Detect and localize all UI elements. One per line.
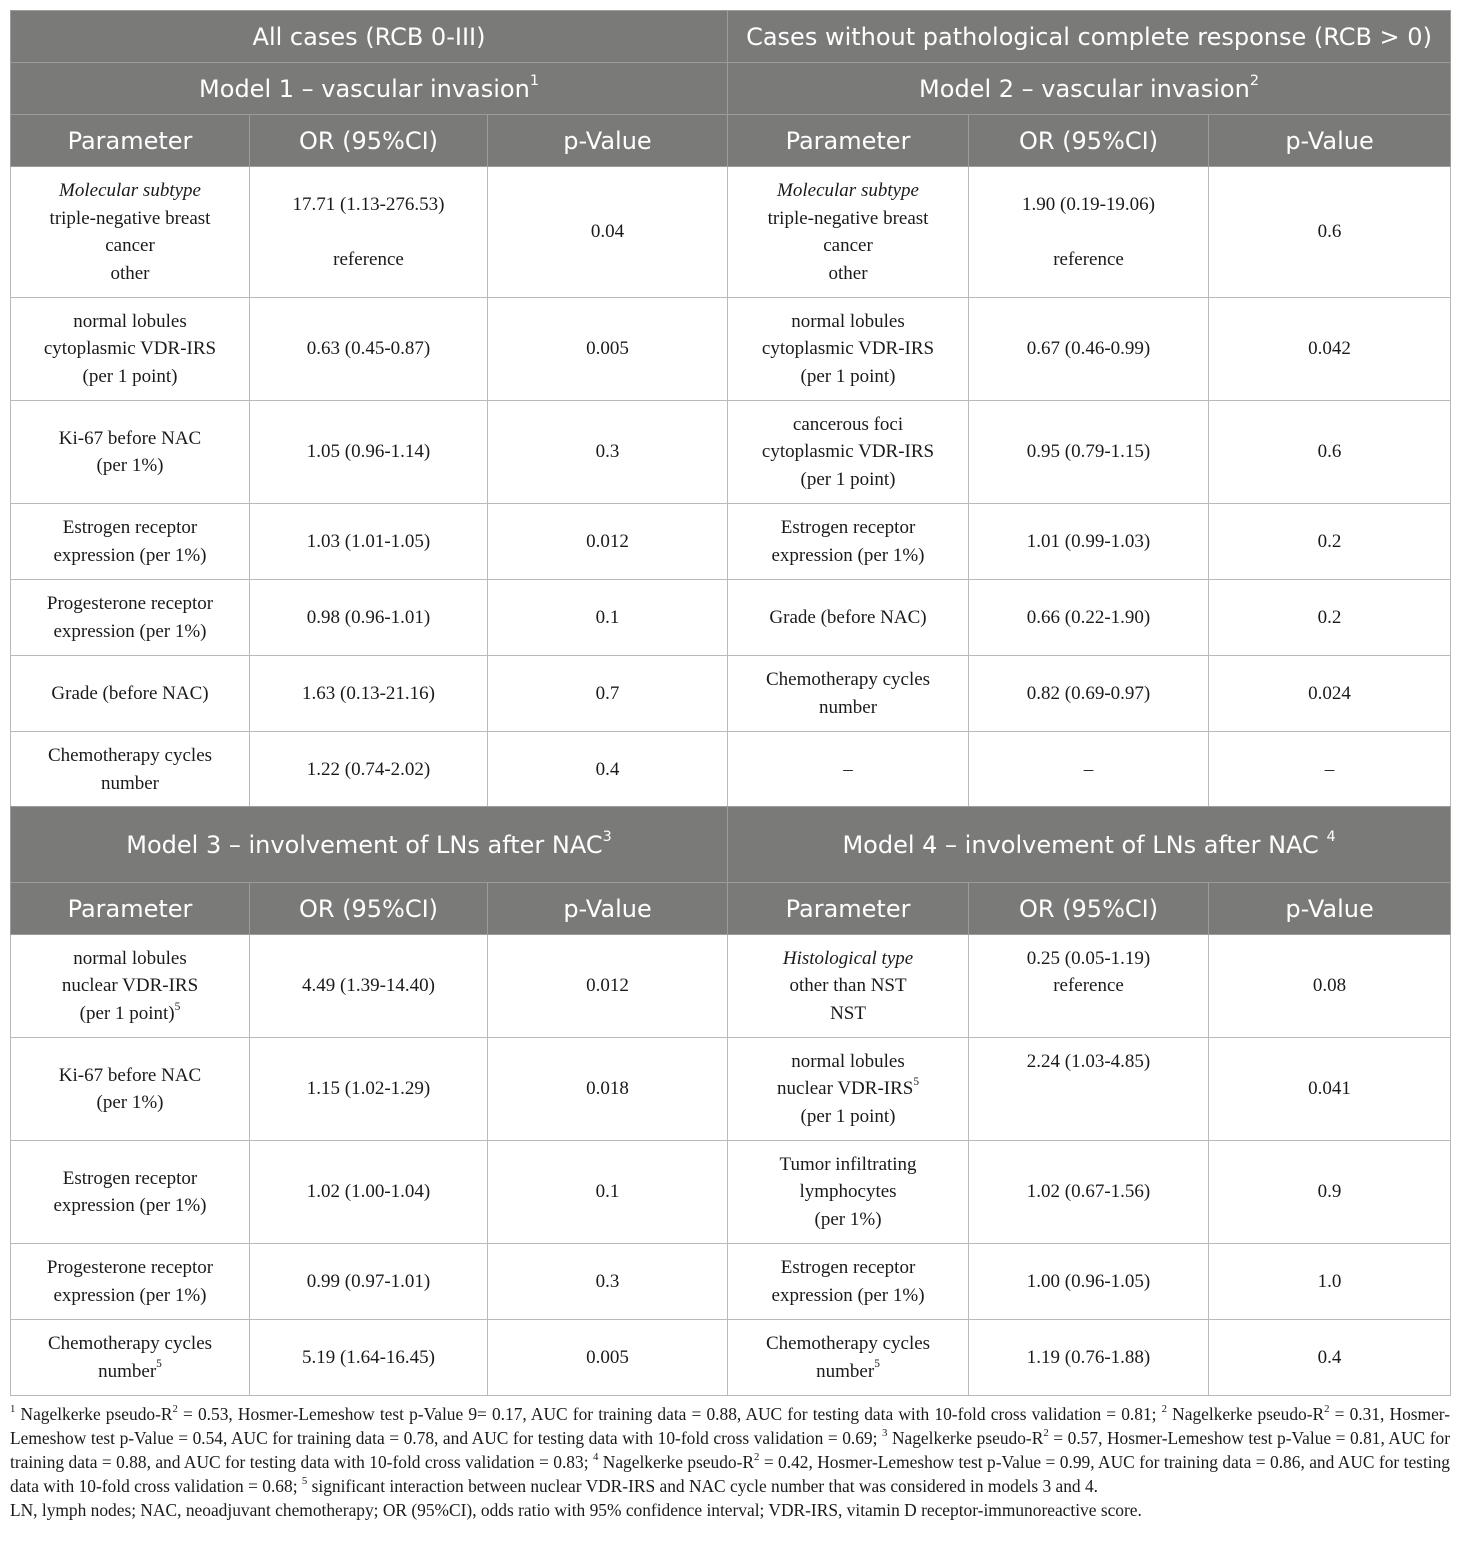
p-value-cell: 0.042 bbox=[1209, 298, 1451, 401]
table-row bbox=[11, 1244, 1451, 1320]
p-value-cell: 0.018 bbox=[488, 1038, 728, 1141]
parameter-cell: Chemotherapy cycles number$^5$ bbox=[11, 1320, 250, 1396]
or-cell: 1.02 (0.67-1.56) bbox=[969, 1141, 1209, 1244]
p-value-cell: 0.012 bbox=[488, 504, 728, 580]
or-cell: 1.05 (0.96-1.14) bbox=[250, 401, 488, 504]
model-2-title: Model 2 – vascular invasion$^2$ bbox=[728, 63, 1451, 115]
parameter-cell: cancerous foci cytoplasmic VDR-IRS (per 1 point) bbox=[728, 401, 969, 504]
or-cell: 0.63 (0.45-0.87) bbox=[250, 298, 488, 401]
model-3-title: Model 3 – involvement of LNs after NAC$^3$ bbox=[11, 807, 728, 883]
p-value-cell: 0.005 bbox=[488, 298, 728, 401]
p-value-cell: – bbox=[1209, 732, 1451, 808]
or-cell: – bbox=[969, 732, 1209, 808]
parameter-cell: Progesterone receptor expression (per 1%) bbox=[11, 1244, 250, 1320]
parameter-cell: Chemotherapy cycles number$^5$ bbox=[728, 1320, 969, 1396]
model-title-row bbox=[11, 63, 1451, 115]
table-row bbox=[11, 1141, 1451, 1244]
column-header-or: OR (95%CI) bbox=[969, 115, 1209, 167]
p-value-cell: 0.012 bbox=[488, 935, 728, 1038]
column-header-parameter: Parameter bbox=[11, 115, 250, 167]
p-value-cell: 0.2 bbox=[1209, 504, 1451, 580]
parameter-cell: normal lobules nuclear VDR-IRS (per 1 point)$^5$ bbox=[11, 935, 250, 1038]
column-header-p-value: p-Value bbox=[488, 883, 728, 935]
or-cell: 17.71 (1.13-276.53) reference bbox=[250, 167, 488, 298]
or-cell: 0.99 (0.97-1.01) bbox=[250, 1244, 488, 1320]
or-cell: 2.24 (1.03-4.85) bbox=[969, 1038, 1209, 1141]
table-row bbox=[11, 167, 1451, 298]
column-header-or: OR (95%CI) bbox=[250, 883, 488, 935]
group-header-all-cases: All cases (RCB 0-III) bbox=[11, 11, 728, 63]
parameter-cell: normal lobules cytoplasmic VDR-IRS (per 1 point) bbox=[11, 298, 250, 401]
parameter-cell: Histological type other than NST NST bbox=[728, 935, 969, 1038]
parameter-cell: Molecular subtype triple-negative breast cancer other bbox=[728, 167, 969, 298]
parameter-cell: normal lobules cytoplasmic VDR-IRS (per 1 point) bbox=[728, 298, 969, 401]
regression-table-bottom bbox=[10, 806, 1451, 1396]
parameter-cell: Grade (before NAC) bbox=[11, 656, 250, 732]
model-title-row bbox=[11, 807, 1451, 883]
table-row bbox=[11, 1038, 1451, 1141]
or-cell: 0.98 (0.96-1.01) bbox=[250, 580, 488, 656]
or-cell: 0.95 (0.79-1.15) bbox=[969, 401, 1209, 504]
column-header-row bbox=[11, 115, 1451, 167]
parameter-cell: Estrogen receptor expression (per 1%) bbox=[11, 1141, 250, 1244]
or-cell: 0.82 (0.69-0.97) bbox=[969, 656, 1209, 732]
parameter-cell: Ki-67 before NAC (per 1%) bbox=[11, 1038, 250, 1141]
or-cell: 0.67 (0.46-0.99) bbox=[969, 298, 1209, 401]
table-footnotes bbox=[10, 1402, 1450, 1522]
or-cell: 1.19 (0.76-1.88) bbox=[969, 1320, 1209, 1396]
column-header-parameter: Parameter bbox=[728, 115, 969, 167]
table-row bbox=[11, 298, 1451, 401]
parameter-cell: – bbox=[728, 732, 969, 808]
table-row bbox=[11, 401, 1451, 504]
table-row bbox=[11, 504, 1451, 580]
p-value-cell: 0.6 bbox=[1209, 167, 1451, 298]
group-header-row bbox=[11, 11, 1451, 63]
p-value-cell: 0.6 bbox=[1209, 401, 1451, 504]
column-header-parameter: Parameter bbox=[11, 883, 250, 935]
p-value-cell: 1.0 bbox=[1209, 1244, 1451, 1320]
parameter-cell: Chemotherapy cycles number bbox=[11, 732, 250, 808]
parameter-cell: normal lobules nuclear VDR-IRS$^5$ (per 1 point) bbox=[728, 1038, 969, 1141]
or-cell: 0.66 (0.22-1.90) bbox=[969, 580, 1209, 656]
or-cell: 1.01 (0.99-1.03) bbox=[969, 504, 1209, 580]
parameter-cell: Tumor infiltrating lymphocytes (per 1%) bbox=[728, 1141, 969, 1244]
p-value-cell: 0.2 bbox=[1209, 580, 1451, 656]
parameter-cell: Molecular subtype triple-negative breast cancer other bbox=[11, 167, 250, 298]
abbreviations-note: LN, lymph nodes; NAC, neoadjuvant chemotherapy; OR (95%CI), odds ratio with 95% confidence interval; VDR-IRS, vitamin D receptor-immunoreactive score. bbox=[10, 1500, 1142, 1520]
or-cell: 1.15 (1.02-1.29) bbox=[250, 1038, 488, 1141]
table-row bbox=[11, 935, 1451, 1038]
or-cell: 5.19 (1.64-16.45) bbox=[250, 1320, 488, 1396]
table-row bbox=[11, 580, 1451, 656]
table-row bbox=[11, 732, 1451, 808]
model-footnotes: $^1$ Nagelkerke pseudo-$R^2 = 0.53$, Hosmer-Lemeshow test p-Value 9= 0.17, AUC for training data = 0.88, AUC for testing data with 10-fold cross validation = 0.81; $^2$ Nagelkerke pseudo-$R^2 = 0.31$, Hosmer-Lemeshow test p-Value = 0.54, AUC for training data = 0.78, and AUC for testing data with 10-fold cross validation = 0.69; $^3$ Nagelkerke pseudo-$R^2 = 0.57$, Hosmer-Lemeshow test p-Value = 0.81, AUC for training data = 0.88, and AUC for testing data with 10-fold cross validation = 0.83; $^4$ Nagelkerke pseudo-$R^2 = 0.42$, Hosmer-Lemeshow test p-Value = 0.99, AUC for training data = 0.86, and AUC for testing data with 10-fold cross validation = 0.68; $^5$ significant interaction between nuclear VDR-IRS and NAC cycle number that was considered in models 3 and 4. bbox=[10, 1402, 1451, 1496]
column-header-row bbox=[11, 883, 1451, 935]
or-cell: 1.03 (1.01-1.05) bbox=[250, 504, 488, 580]
p-value-cell: 0.9 bbox=[1209, 1141, 1451, 1244]
p-value-cell: 0.04 bbox=[488, 167, 728, 298]
or-cell: 4.49 (1.39-14.40) bbox=[250, 935, 488, 1038]
column-header-parameter: Parameter bbox=[728, 883, 969, 935]
or-cell: 1.22 (0.74-2.02) bbox=[250, 732, 488, 808]
or-cell: 1.63 (0.13-21.16) bbox=[250, 656, 488, 732]
regression-table-top bbox=[10, 10, 1451, 808]
or-cell: 0.25 (0.05-1.19) reference bbox=[969, 935, 1209, 1038]
column-header-p-value: p-Value bbox=[1209, 115, 1451, 167]
parameter-cell: Chemotherapy cycles number bbox=[728, 656, 969, 732]
p-value-cell: 0.024 bbox=[1209, 656, 1451, 732]
p-value-cell: 0.4 bbox=[1209, 1320, 1451, 1396]
column-header-p-value: p-Value bbox=[1209, 883, 1451, 935]
p-value-cell: 0.1 bbox=[488, 580, 728, 656]
p-value-cell: 0.3 bbox=[488, 1244, 728, 1320]
parameter-cell: Grade (before NAC) bbox=[728, 580, 969, 656]
parameter-cell: Progesterone receptor expression (per 1%) bbox=[11, 580, 250, 656]
p-value-cell: 0.7 bbox=[488, 656, 728, 732]
model-1-title: Model 1 – vascular invasion$^1$ bbox=[11, 63, 728, 115]
p-value-cell: 0.041 bbox=[1209, 1038, 1451, 1141]
parameter-cell: Estrogen receptor expression (per 1%) bbox=[728, 1244, 969, 1320]
column-header-p-value: p-Value bbox=[488, 115, 728, 167]
p-value-cell: 0.3 bbox=[488, 401, 728, 504]
or-cell: 1.00 (0.96-1.05) bbox=[969, 1244, 1209, 1320]
group-header-non-pcr: Cases without pathological complete response (RCB > 0) bbox=[728, 11, 1451, 63]
column-header-or: OR (95%CI) bbox=[250, 115, 488, 167]
parameter-cell: Estrogen receptor expression (per 1%) bbox=[11, 504, 250, 580]
p-value-cell: 0.005 bbox=[488, 1320, 728, 1396]
table-row bbox=[11, 1320, 1451, 1396]
p-value-cell: 0.08 bbox=[1209, 935, 1451, 1038]
or-cell: 1.90 (0.19-19.06) reference bbox=[969, 167, 1209, 298]
model-4-title: Model 4 – involvement of LNs after NAC $^4$ bbox=[728, 807, 1451, 883]
parameter-cell: Ki-67 before NAC (per 1%) bbox=[11, 401, 250, 504]
p-value-cell: 0.1 bbox=[488, 1141, 728, 1244]
column-header-or: OR (95%CI) bbox=[969, 883, 1209, 935]
parameter-cell: Estrogen receptor expression (per 1%) bbox=[728, 504, 969, 580]
table-row bbox=[11, 656, 1451, 732]
p-value-cell: 0.4 bbox=[488, 732, 728, 808]
or-cell: 1.02 (1.00-1.04) bbox=[250, 1141, 488, 1244]
